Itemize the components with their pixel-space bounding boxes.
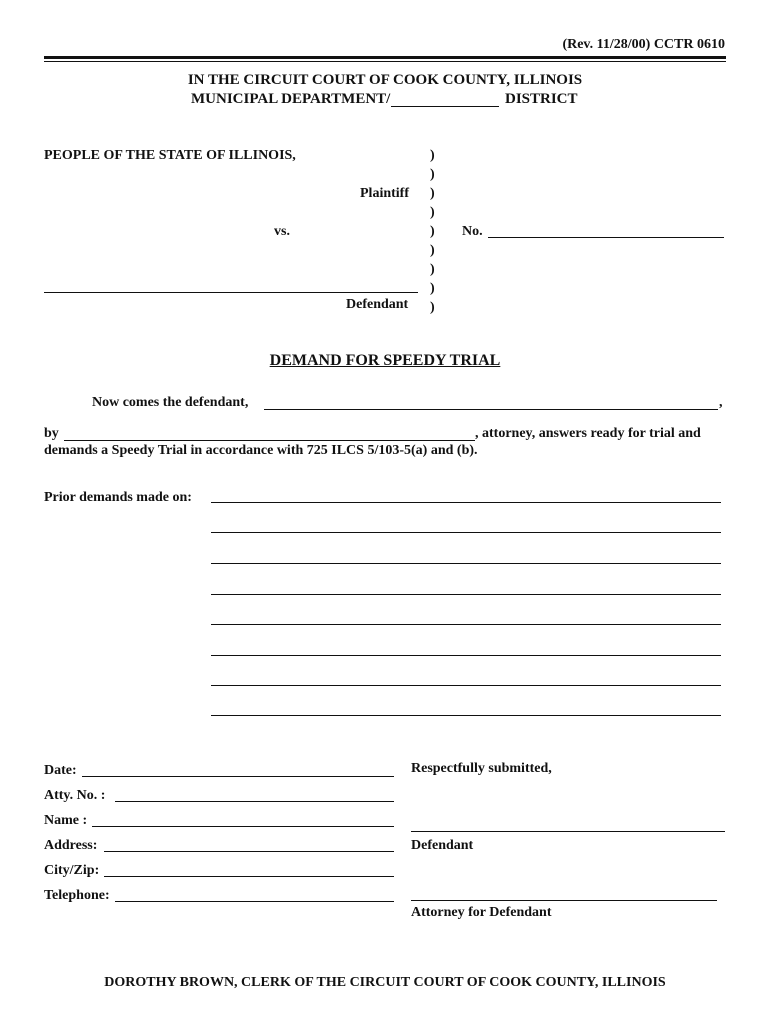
district-field[interactable] bbox=[391, 106, 499, 107]
plaintiff-label: Plaintiff bbox=[360, 186, 409, 201]
defendant-label: Defendant bbox=[346, 297, 409, 312]
address-label: Address: bbox=[44, 838, 98, 853]
caption-bracket: ) bbox=[430, 148, 435, 163]
court-name: IN THE CIRCUIT COURT OF COOK COUNTY, ILLINOIS bbox=[187, 72, 583, 88]
clerk-footer: DOROTHY BROWN, CLERK OF THE CIRCUIT COURT OF COOK COUNTY, ILLINOIS bbox=[104, 975, 666, 990]
versus-label: vs. bbox=[274, 224, 290, 239]
header-rule-thin bbox=[44, 61, 726, 62]
telephone-field[interactable] bbox=[115, 901, 394, 902]
prior-demands-label: Prior demands made on: bbox=[44, 490, 192, 505]
prior-demand-line[interactable] bbox=[211, 715, 721, 716]
comma-text: , bbox=[719, 395, 723, 410]
caption-bracket: ) bbox=[430, 167, 435, 182]
defendant-signature-line[interactable] bbox=[411, 831, 725, 832]
prior-demand-line[interactable] bbox=[211, 624, 721, 625]
attorney-signature-line[interactable] bbox=[411, 900, 717, 901]
atty-no-label: Atty. No. : bbox=[44, 788, 106, 803]
caption-bracket: ) bbox=[430, 224, 435, 239]
name-field[interactable] bbox=[92, 826, 394, 827]
caption-bracket: ) bbox=[430, 300, 435, 315]
date-label: Date: bbox=[44, 763, 77, 778]
plaintiff-party: PEOPLE OF THE STATE OF ILLINOIS, bbox=[44, 148, 296, 163]
prior-demand-line[interactable] bbox=[211, 685, 721, 686]
caption-bracket: ) bbox=[430, 186, 435, 201]
case-number-field[interactable] bbox=[488, 237, 724, 238]
defendant-name-field[interactable] bbox=[44, 292, 418, 293]
caption-bracket: ) bbox=[430, 205, 435, 220]
address-field[interactable] bbox=[104, 851, 394, 852]
attorney-name-line[interactable] bbox=[64, 440, 475, 441]
prior-demand-line[interactable] bbox=[211, 563, 721, 564]
atty-no-field[interactable] bbox=[115, 801, 394, 802]
city-zip-label: City/Zip: bbox=[44, 863, 100, 878]
attorney-text: , attorney, answers ready for trial and bbox=[475, 426, 701, 441]
defendant-signature-label: Defendant bbox=[411, 838, 474, 853]
prior-demand-line[interactable] bbox=[211, 594, 721, 595]
case-number-label: No. bbox=[462, 224, 483, 239]
now-comes-text: Now comes the defendant, bbox=[92, 395, 249, 410]
caption-bracket: ) bbox=[430, 262, 435, 277]
document-title: DEMAND FOR SPEEDY TRIAL bbox=[269, 352, 501, 369]
demands-text: demands a Speedy Trial in accordance with 725 ILCS 5/103-5(a) and (b). bbox=[44, 443, 478, 458]
caption-bracket: ) bbox=[430, 281, 435, 296]
prior-demand-line[interactable] bbox=[211, 532, 721, 533]
department-label: MUNICIPAL DEPARTMENT/ bbox=[191, 91, 391, 107]
caption-bracket: ) bbox=[430, 243, 435, 258]
prior-demand-line[interactable] bbox=[211, 655, 721, 656]
by-text: by bbox=[44, 426, 59, 441]
defendant-name-line[interactable] bbox=[264, 409, 718, 410]
prior-demand-line[interactable] bbox=[211, 502, 721, 503]
district-label: DISTRICT bbox=[505, 91, 578, 107]
header-rule-thick bbox=[44, 56, 726, 59]
date-field[interactable] bbox=[82, 776, 394, 777]
attorney-signature-label: Attorney for Defendant bbox=[411, 905, 552, 920]
name-label: Name : bbox=[44, 813, 88, 828]
respectfully-submitted: Respectfully submitted, bbox=[411, 761, 552, 776]
form-revision: (Rev. 11/28/00) CCTR 0610 bbox=[562, 37, 725, 52]
telephone-label: Telephone: bbox=[44, 888, 110, 903]
city-zip-field[interactable] bbox=[104, 876, 394, 877]
